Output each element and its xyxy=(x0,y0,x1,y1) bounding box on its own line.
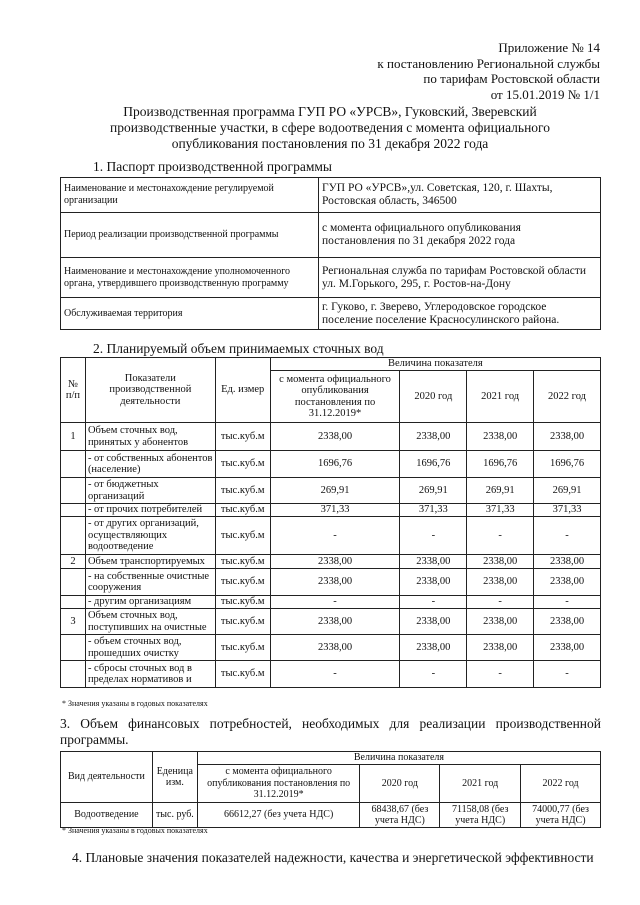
row-value: 2338,00 xyxy=(467,423,534,451)
passport-row xyxy=(61,298,601,330)
table-row xyxy=(61,555,601,569)
row-indicator: - от собственных абонентов (население) xyxy=(85,451,215,478)
passport-value: ГУП РО «УРСВ»,ул. Советская, 120, г. Шахты, Ростовская область, 346500 xyxy=(319,178,601,213)
row-value: 269,91 xyxy=(467,478,534,504)
row-value: 2338,00 xyxy=(534,555,601,569)
row-indicator: Объем сточных вод, поступивших на очистные xyxy=(85,609,215,635)
passport-row xyxy=(61,178,601,213)
row-indicator: Объем сточных вод, принятых у абонентов xyxy=(85,423,215,451)
header-indicator: Показатели производственной деятельности xyxy=(85,358,215,423)
passport-label: Период реализации производственной программы xyxy=(61,213,319,258)
row-unit: тыс.куб.м xyxy=(215,596,270,609)
header-period: с момента официального опубликования постановления по 31.12.2019* xyxy=(270,371,400,423)
volume-table xyxy=(60,357,601,688)
passport-label: Наименование и местонахождение регулируемой организации xyxy=(61,178,319,213)
row-indicator: - на собственные очистные сооружения xyxy=(85,569,215,596)
row-value: 2338,00 xyxy=(534,569,601,596)
fin-header-period: 2022 год xyxy=(521,765,601,803)
passport-label: Наименование и местонахождение уполномоченного органа, утвердившего производственную программу xyxy=(61,258,319,298)
fin-header-value-group: Величина показателя xyxy=(197,752,600,765)
table-row xyxy=(61,569,601,596)
table-row xyxy=(61,609,601,635)
table-row xyxy=(61,635,601,661)
row-value: 2338,00 xyxy=(467,555,534,569)
table-row xyxy=(61,517,601,555)
passport-value: с момента официального опубликования постановления по 31 декабря 2022 года xyxy=(319,213,601,258)
row-value: 2338,00 xyxy=(400,423,467,451)
fin-activity: Водоотведение xyxy=(61,803,153,828)
row-value: 1696,76 xyxy=(400,451,467,478)
row-value: 371,33 xyxy=(467,504,534,517)
appendix-line-2: к постановлению Региональной службы xyxy=(377,55,600,71)
row-value: 2338,00 xyxy=(270,635,400,661)
finance-table xyxy=(60,751,601,828)
row-value: 371,33 xyxy=(400,504,467,517)
section4-heading: 4. Плановые значения показателей надежности, качества и энергетической эффективности xyxy=(72,850,594,865)
table-row xyxy=(61,478,601,504)
fin-header-period: 2020 год xyxy=(360,765,440,803)
row-value: 2338,00 xyxy=(534,609,601,635)
fin-value: 66612,27 (без учета НДС) xyxy=(197,803,360,828)
row-value: 269,91 xyxy=(534,478,601,504)
row-value: 2338,00 xyxy=(467,635,534,661)
table-row xyxy=(61,661,601,688)
fin-value: 68438,67 (без учета НДС) xyxy=(360,803,440,828)
row-value: - xyxy=(467,596,534,609)
row-value: 2338,00 xyxy=(270,609,400,635)
table-row xyxy=(61,803,601,828)
row-num xyxy=(61,451,86,478)
fin-header-activity: Вид деятельности xyxy=(61,752,153,803)
passport-value: Региональная служба по тарифам Ростовской области ул. М.Горького, 295, г. Ростов-на-Дону xyxy=(319,258,601,298)
row-num xyxy=(61,478,86,504)
row-indicator: - от бюджетных организаций xyxy=(85,478,215,504)
row-value: 2338,00 xyxy=(467,569,534,596)
row-unit: тыс.куб.м xyxy=(215,451,270,478)
row-unit: тыс.куб.м xyxy=(215,635,270,661)
row-num: 1 xyxy=(61,423,86,451)
row-value: - xyxy=(534,661,601,688)
row-unit: тыс.куб.м xyxy=(215,555,270,569)
header-value-group: Величина показателя xyxy=(270,358,600,371)
row-value: 269,91 xyxy=(400,478,467,504)
fin-value: 71158,08 (без учета НДС) xyxy=(440,803,521,828)
row-unit: тыс.куб.м xyxy=(215,517,270,555)
row-indicator: - от прочих потребителей xyxy=(85,504,215,517)
row-value: 1696,76 xyxy=(534,451,601,478)
section3-note: * Значения указаны в годовых показателях xyxy=(62,826,208,835)
header-num: № п/п xyxy=(61,358,86,423)
row-unit: тыс.куб.м xyxy=(215,569,270,596)
table-row xyxy=(61,504,601,517)
row-value: - xyxy=(467,661,534,688)
row-value: - xyxy=(400,517,467,555)
row-value: 2338,00 xyxy=(270,423,400,451)
row-value: - xyxy=(270,517,400,555)
appendix-line-1: Приложение № 14 xyxy=(498,40,600,55)
row-indicator: Объем транспортируемых xyxy=(85,555,215,569)
appendix-block xyxy=(377,40,600,102)
row-value: 2338,00 xyxy=(400,569,467,596)
row-value: - xyxy=(534,517,601,555)
row-value: - xyxy=(467,517,534,555)
row-value: 2338,00 xyxy=(467,609,534,635)
table-row xyxy=(61,423,601,451)
row-value: 2338,00 xyxy=(534,423,601,451)
section2-note: * Значения указаны в годовых показателях xyxy=(62,699,208,708)
passport-row xyxy=(61,213,601,258)
fin-unit: тыс. руб. xyxy=(152,803,197,828)
section1-heading: 1. Паспорт производственной программы xyxy=(93,159,332,174)
appendix-line-3: по тарифам Ростовской области xyxy=(423,71,600,86)
row-num xyxy=(61,635,86,661)
row-value: - xyxy=(534,596,601,609)
passport-table xyxy=(60,177,601,330)
row-value: - xyxy=(270,596,400,609)
row-num xyxy=(61,569,86,596)
section3-heading: 3. Объем финансовых потребностей, необходимых для реализации производственной программы. xyxy=(60,716,601,747)
row-value: - xyxy=(270,661,400,688)
row-num: 2 xyxy=(61,555,86,569)
header-unit: Ед. измер xyxy=(215,358,270,423)
row-value: 2338,00 xyxy=(270,555,400,569)
header-period: 2022 год xyxy=(534,371,601,423)
fin-header-unit: Еденица изм. xyxy=(152,752,197,803)
row-value: 371,33 xyxy=(270,504,400,517)
row-value: 2338,00 xyxy=(270,569,400,596)
row-unit: тыс.куб.м xyxy=(215,423,270,451)
table-row xyxy=(61,451,601,478)
document-title: Производственная программа ГУП РО «УРСВ», Гуковский, Зверевский производственные участки, в сфере водоотведения с момента официального опубликования постановления по 31 декабря 2022 года xyxy=(109,104,550,151)
row-num: 3 xyxy=(61,609,86,635)
row-value: - xyxy=(400,661,467,688)
passport-row xyxy=(61,258,601,298)
section2-heading: 2. Планируемый объем принимаемых сточных вод xyxy=(93,341,384,356)
fin-header-period: с момента официального опубликования постановления по 31.12.2019* xyxy=(197,765,360,803)
row-unit: тыс.куб.м xyxy=(215,609,270,635)
row-num xyxy=(61,517,86,555)
row-num xyxy=(61,596,86,609)
row-num xyxy=(61,504,86,517)
table-row xyxy=(61,596,601,609)
row-value: 2338,00 xyxy=(400,635,467,661)
passport-value: г. Гуково, г. Зверево, Углеродовское городское поселение поселение Красносулинского района. xyxy=(319,298,601,330)
row-value: 1696,76 xyxy=(467,451,534,478)
fin-header-period: 2021 год xyxy=(440,765,521,803)
row-unit: тыс.куб.м xyxy=(215,661,270,688)
header-period: 2021 год xyxy=(467,371,534,423)
row-value: 269,91 xyxy=(270,478,400,504)
row-indicator: - объем сточных вод, прошедших очистку xyxy=(85,635,215,661)
row-value: 371,33 xyxy=(534,504,601,517)
row-value: 2338,00 xyxy=(400,609,467,635)
passport-label: Обслуживаемая территория xyxy=(61,298,319,330)
row-indicator: - от других организаций, осуществляющих водоотведение xyxy=(85,517,215,555)
row-unit: тыс.куб.м xyxy=(215,504,270,517)
row-value: 2338,00 xyxy=(400,555,467,569)
row-unit: тыс.куб.м xyxy=(215,478,270,504)
header-period: 2020 год xyxy=(400,371,467,423)
row-indicator: - другим организациям xyxy=(85,596,215,609)
fin-value: 74000,77 (без учета НДС) xyxy=(521,803,601,828)
appendix-line-4: от 15.01.2019 № 1/1 xyxy=(490,86,600,102)
row-value: 2338,00 xyxy=(534,635,601,661)
row-num xyxy=(61,661,86,688)
row-value: - xyxy=(400,596,467,609)
row-indicator: - сбросы сточных вод в пределах нормативов и xyxy=(85,661,215,688)
row-value: 1696,76 xyxy=(270,451,400,478)
